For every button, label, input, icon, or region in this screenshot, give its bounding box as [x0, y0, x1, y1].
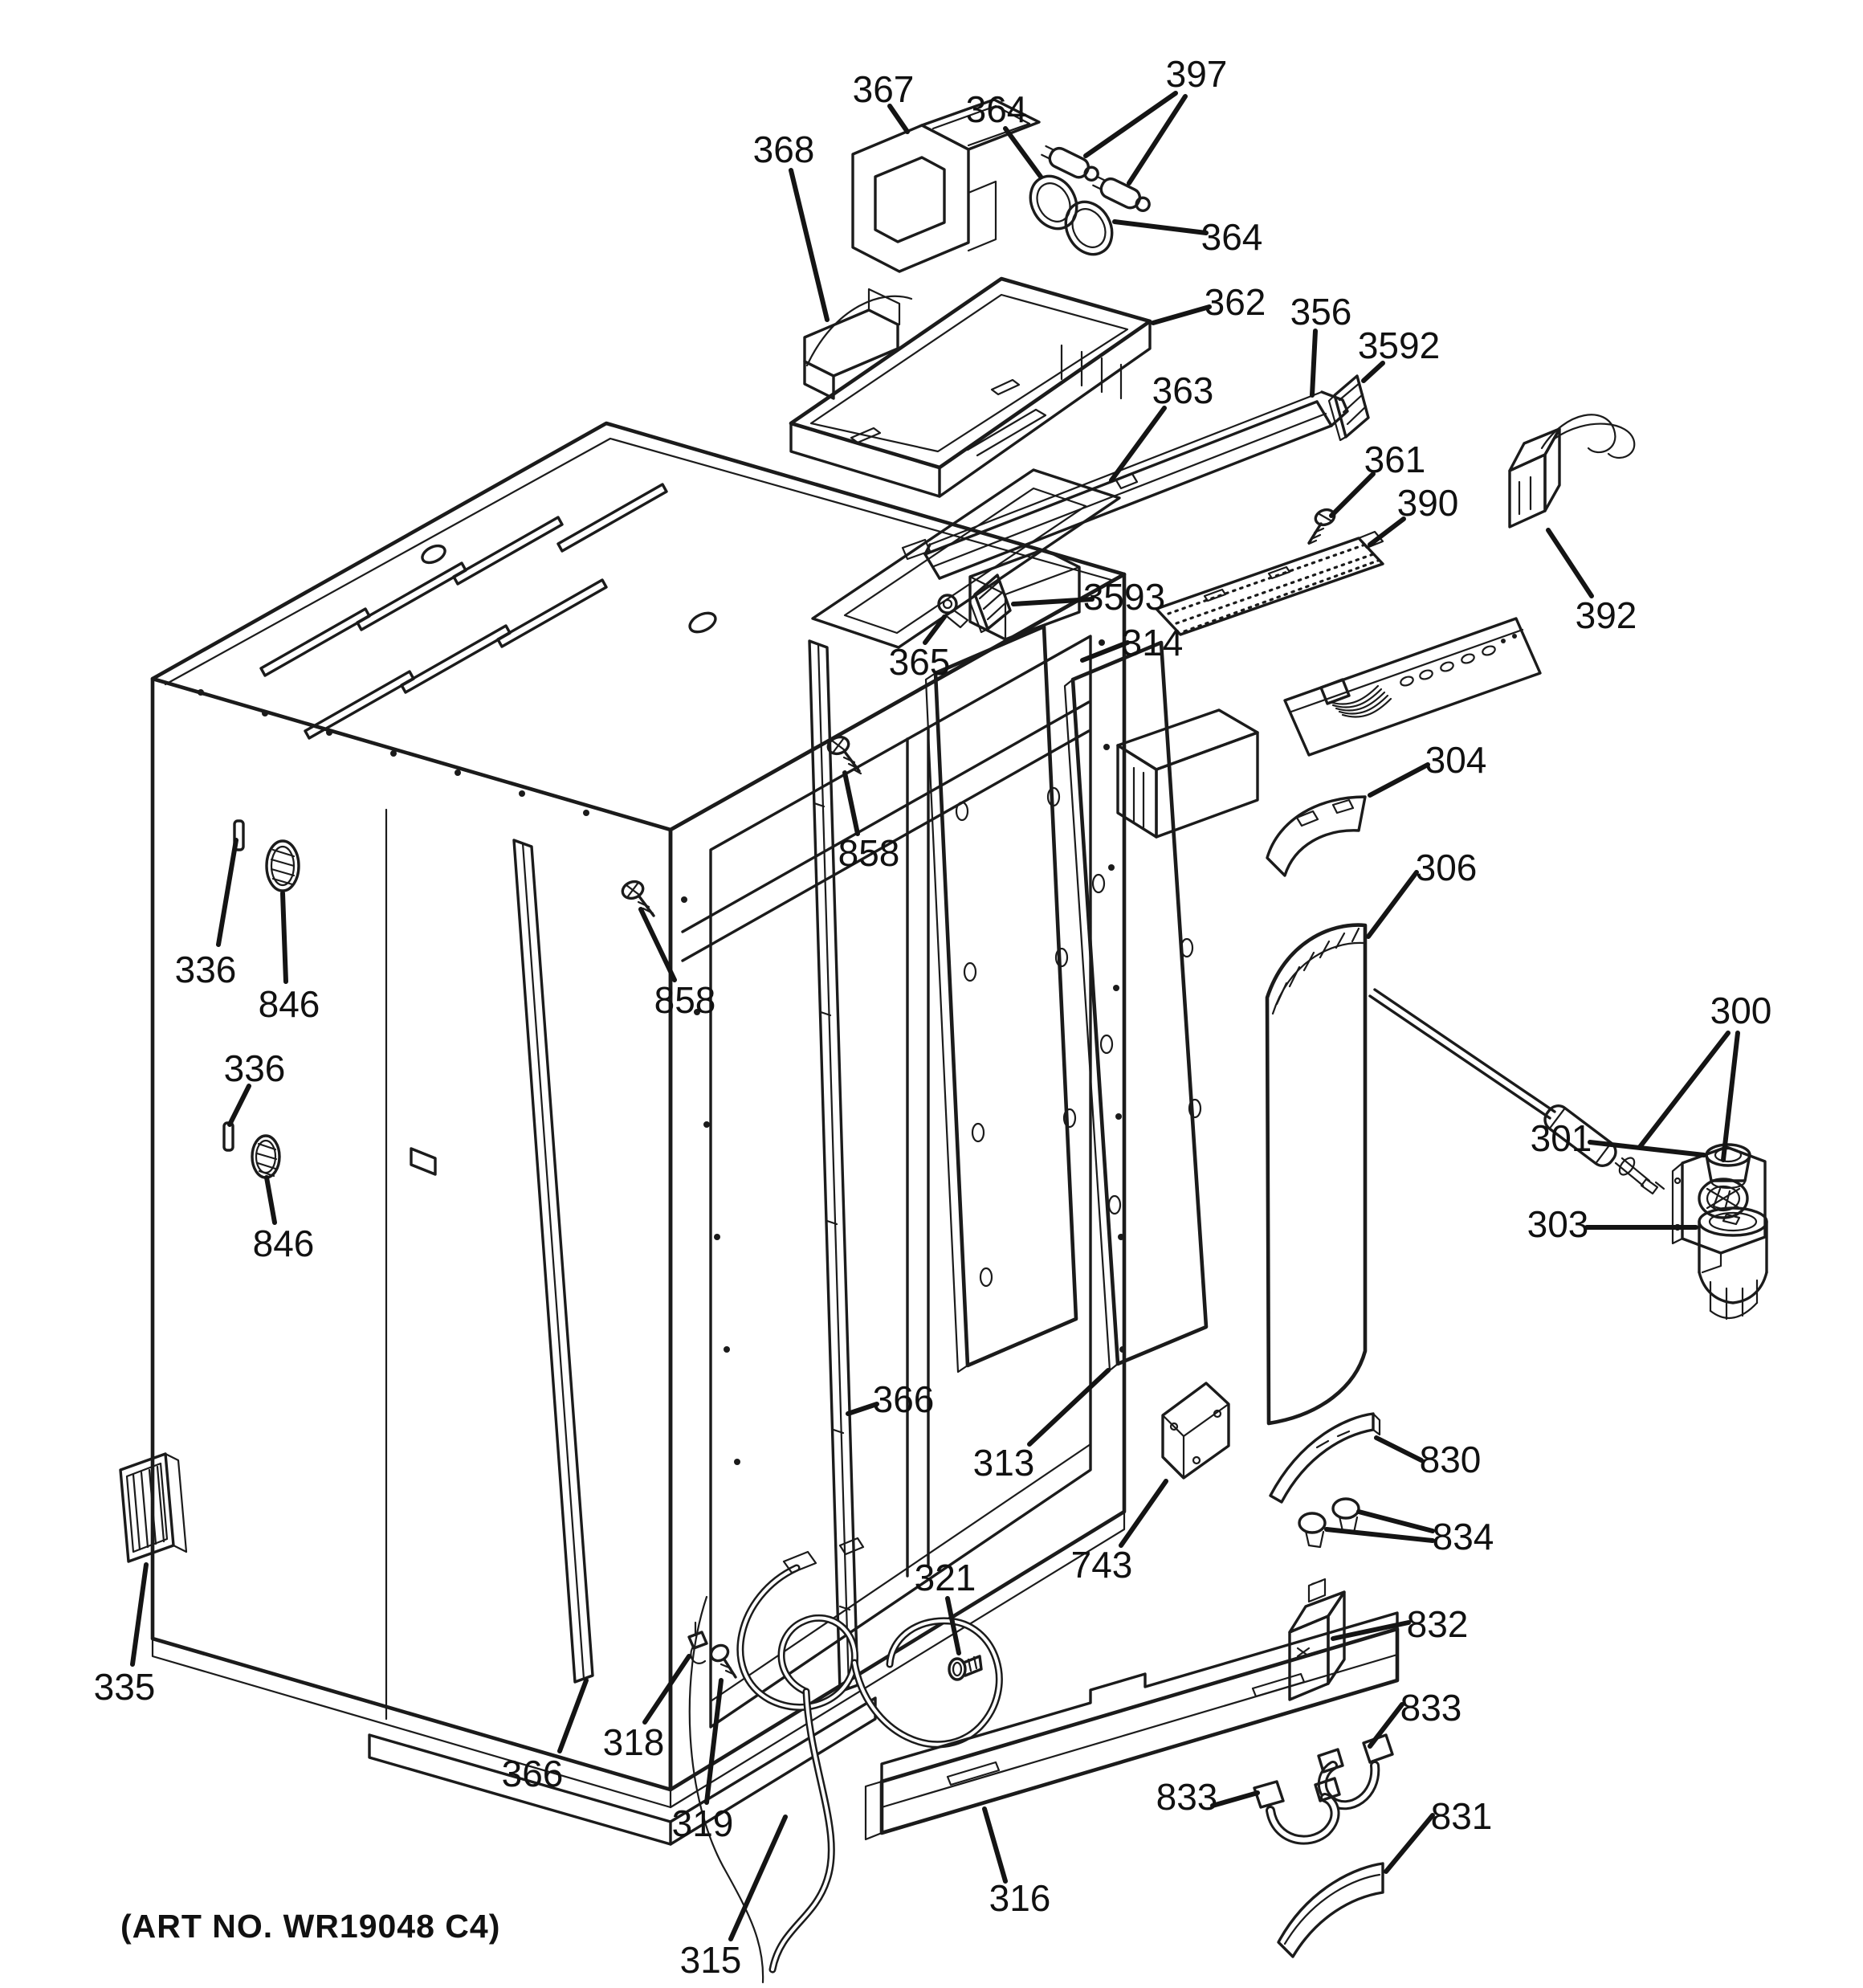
callout-834: 834 [1432, 1516, 1494, 1557]
callout-858: 858 [654, 979, 716, 1021]
callout-3592: 3592 [1357, 325, 1441, 366]
leader-336 [230, 1086, 249, 1125]
part-831-trim-cap [1278, 1863, 1383, 1957]
part-362-light-housing [791, 279, 1150, 496]
callout-300: 300 [1710, 990, 1772, 1031]
part-336-pin-lower [224, 1123, 233, 1150]
callout-321: 321 [914, 1557, 976, 1598]
leader-362 [1153, 307, 1209, 323]
callout-831: 831 [1430, 1795, 1493, 1837]
part-304-handle-cap [1267, 797, 1365, 876]
part-364-lamp-rings [1021, 168, 1121, 262]
leader-831 [1386, 1815, 1433, 1872]
leader-833 [1370, 1704, 1402, 1746]
leader-846 [267, 1178, 275, 1223]
part-743-bracket [1163, 1383, 1229, 1478]
leader-743 [1121, 1481, 1166, 1545]
leader-306 [1368, 872, 1417, 937]
callout-356: 356 [1290, 291, 1352, 333]
callout-846: 846 [258, 983, 320, 1025]
part-830-trim [1270, 1414, 1380, 1502]
leader-336 [218, 840, 236, 945]
leader-368 [791, 170, 827, 320]
callout-363: 363 [1152, 369, 1214, 411]
callout-830: 830 [1419, 1439, 1482, 1480]
part-858-screw-lower [620, 879, 654, 916]
part-366-strip-left [514, 840, 593, 1682]
art-number: (ART NO. WR19048 C4) [120, 1908, 501, 1945]
callout-306: 306 [1415, 847, 1478, 888]
leader-834 [1327, 1529, 1433, 1541]
part-3592-clip [1329, 376, 1368, 440]
part-303-water-filter [1699, 1208, 1767, 1319]
leader-397 [1129, 96, 1185, 183]
callout-364: 364 [1201, 216, 1263, 258]
part-390-control-board [1156, 532, 1383, 635]
callout-315: 315 [679, 1939, 742, 1981]
leader-356 [1312, 331, 1315, 395]
callout-392: 392 [1575, 594, 1637, 636]
part-321-screw [949, 1656, 981, 1680]
callout-361: 361 [1364, 439, 1426, 480]
callout-304: 304 [1425, 739, 1487, 781]
leader-316 [984, 1809, 1005, 1881]
callout-3593: 3593 [1082, 576, 1166, 618]
part-316-evaporator-cover [866, 1613, 1397, 1839]
part-313-air-tower [1065, 643, 1258, 1370]
part-319-screw [708, 1643, 736, 1677]
leader-365 [925, 617, 944, 643]
callout-832: 832 [1406, 1603, 1469, 1645]
part-356-rail [903, 392, 1347, 578]
callout-367: 367 [852, 68, 915, 110]
part-846-vent-lower [252, 1136, 279, 1178]
callout-336: 336 [223, 1047, 286, 1089]
callout-846: 846 [252, 1223, 315, 1264]
callout-366: 366 [872, 1378, 935, 1420]
leader-304 [1370, 765, 1428, 795]
part-846-vent-upper [267, 841, 299, 891]
callout-318: 318 [602, 1721, 665, 1763]
callout-833: 833 [1400, 1687, 1462, 1729]
leader-858 [845, 773, 858, 834]
part-357-fascia [1285, 618, 1540, 755]
callout-319: 319 [671, 1802, 734, 1844]
leader-846 [283, 893, 286, 982]
callout-301: 301 [1530, 1117, 1592, 1159]
part-834-buttons [1299, 1499, 1359, 1547]
callout-362: 362 [1204, 281, 1266, 323]
leader-300 [1723, 1033, 1738, 1160]
callout-397: 397 [1165, 53, 1228, 95]
callout-313: 313 [972, 1442, 1035, 1484]
leader-313 [1029, 1370, 1108, 1444]
leader-315 [731, 1817, 785, 1939]
leader-318 [645, 1656, 689, 1722]
callout-335: 335 [93, 1666, 156, 1708]
callout-316: 316 [989, 1877, 1051, 1919]
callout-365: 365 [888, 641, 951, 683]
leader-397 [1086, 93, 1176, 156]
leader-335 [132, 1565, 146, 1664]
leader-392 [1548, 530, 1592, 596]
callout-743: 743 [1070, 1544, 1133, 1586]
callout-366: 366 [501, 1753, 564, 1794]
callout-314: 314 [1121, 622, 1184, 663]
part-306-door-panel [1267, 925, 1365, 1423]
leader-364 [1005, 129, 1041, 177]
leader-830 [1376, 1438, 1421, 1460]
leader-366 [560, 1680, 586, 1751]
part-392-connector [1510, 414, 1634, 527]
leader-363 [1111, 408, 1164, 480]
callout-390: 390 [1396, 482, 1459, 524]
callout-858: 858 [838, 832, 900, 874]
leader-364 [1115, 222, 1206, 233]
callout-336: 336 [174, 949, 237, 990]
callout-833: 833 [1156, 1776, 1218, 1818]
callout-368: 368 [752, 129, 815, 170]
leader-833 [1213, 1793, 1258, 1806]
callout-364: 364 [965, 88, 1028, 130]
callout-303: 303 [1527, 1203, 1589, 1245]
leader-834 [1359, 1512, 1433, 1531]
leader-300 [1640, 1033, 1728, 1147]
